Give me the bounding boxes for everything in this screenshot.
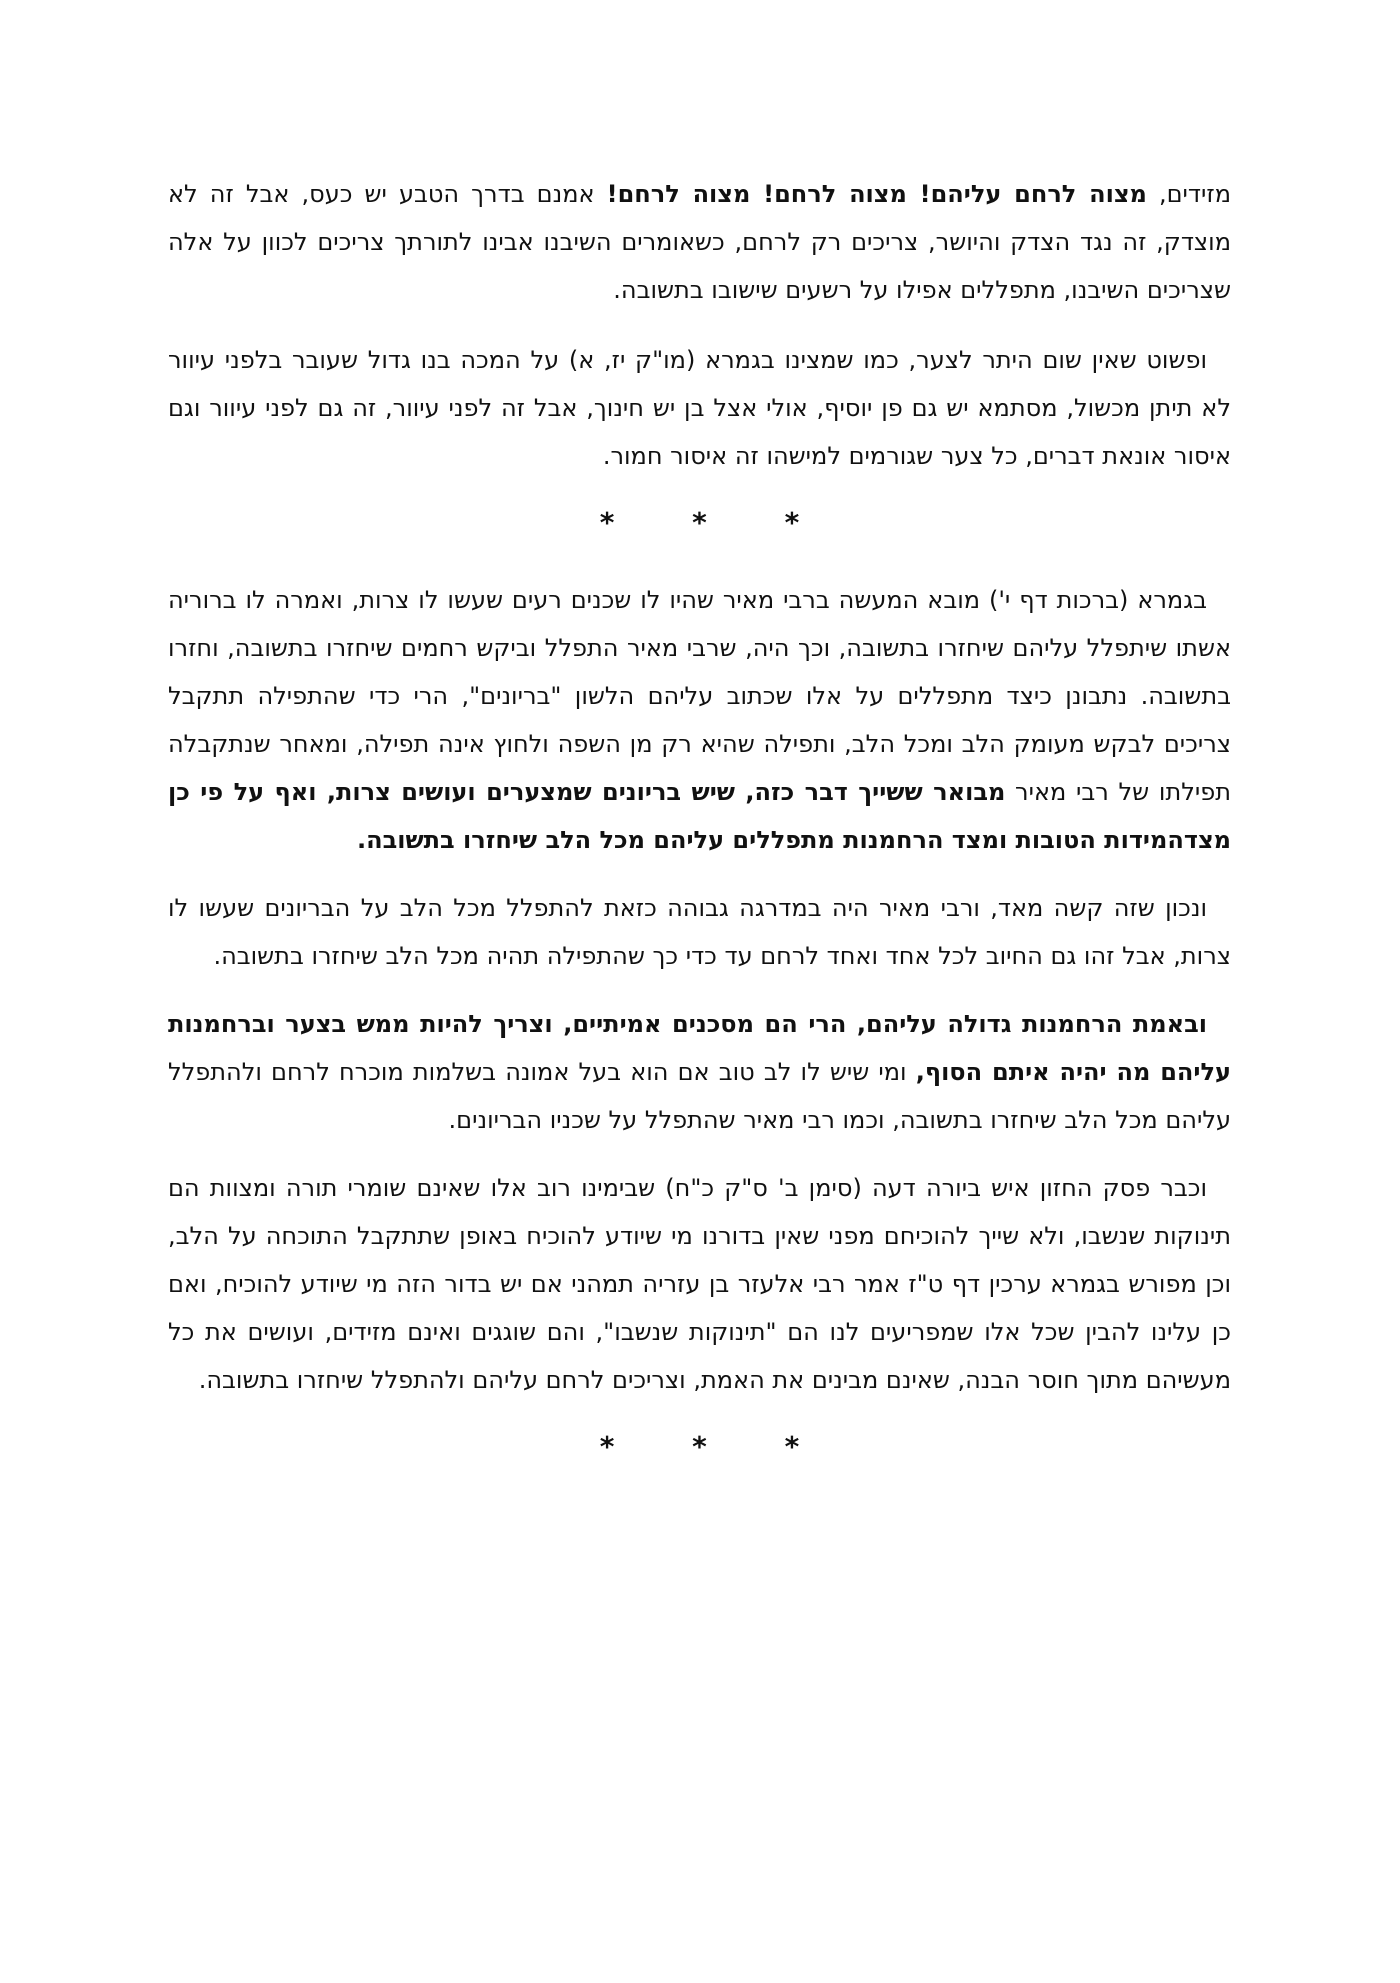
text-run: ומי שיש לו לב טוב אם הוא בעל אמונה בשלמות מוכרח לרחם ולהתפלל עליהם מכל הלב שיחזרו בתשובה, וכמו רבי מאיר שהתפלל על שכניו הבריונים. — [168, 1058, 1231, 1134]
text-run: ופשוט שאין שום היתר לצער, כמו שמצינו בגמרא (מו"ק יז, א) על המכה בנו גדול שעובר בלפני עיוור לא תיתן מכשול, מסתמא יש גם פן יוסיף, אולי אצל בן יש חינוך, אבל זה לפני עיוור, זה גם לפני עיוור וגם איסור אונאת דברים, כל צער שגורמים למישהו זה איסור חמור. — [168, 346, 1231, 470]
bold-text: מצוה לרחם עליהם! מצוה לרחם! מצוה לרחם! — [606, 180, 1147, 208]
text-run: בגמרא (ברכות דף י') מובא המעשה ברבי מאיר שהיו לו שכנים רעים שעשו לו צרות, ואמרה לו ברוריה אשתו שיתפלל עליהם שיחזרו בתשובה, וכך היה, שרבי מאיר התפלל וביקש רחמים שיחזרו בתשובה, וחזרו בתשובה. נתבונן כיצד מתפללים על אלו שכתוב עליהם הלשון "בריונים", הרי כדי שהתפילה תתקבל צריכים לבקש מעומק הלב ומכל הלב, ותפילה שהיא רק מן השפה ולחוץ אינה תפילה, ומאחר שנתקבלה תפילתו של רבי מאיר — [168, 586, 1231, 806]
paragraph — [168, 576, 1231, 864]
text-run: ונכון שזה קשה מאד, ורבי מאיר היה במדרגה גבוהה כזאת להתפלל מכל הלב על הבריונים שעשו לו צרות, אבל זהו גם החיוב לכל אחד ואחד לרחם עד כדי כך שהתפילה תהיה מכל הלב שיחזרו בתשובה. — [168, 894, 1231, 970]
document-page — [168, 170, 1231, 1500]
paragraph — [168, 1000, 1231, 1144]
section-separator: * * * — [599, 1430, 834, 1463]
text-run: וכבר פסק החזון איש ביורה דעה (סימן ב' ס"ק כ"ח) שבימינו רוב אלו שאינם שומרי תורה ומצוות הם תינוקות שנשבו, ולא שייך להוכיחם מפני שאין בדורנו מי שיודע להוכיח באופן שתתקבל התוכחה על הלב, וכן מפורש בגמרא ערכין דף ט"ז אמר רבי אלעזר בן עזריה תמהני אם יש בדור הזה מי שיודע להוכיח, ואם כן עלינו להבין שכל אלו שמפריעים לנו הם "תינוקות שנשבו", והם שוגגים ואינם מזידים, ועושים את כל מעשיהם מתוך חוסר הבנה, שאינם מבינים את האמת, וצריכים לרחם עליהם ולהתפלל שיחזרו בתשובה. — [168, 1174, 1231, 1394]
text-run: אמנם בדרך הטבע יש כעס, אבל זה לא מוצדק, זה נגד הצדק והיושר, צריכים רק לרחם, כשאומרים השיבנו אבינו לתורתך צריכים לכוון על אלה שצריכים השיבנו, מתפללים אפילו על רשעים שישובו בתשובה. — [168, 180, 1231, 304]
bold-text: ובאמת הרחמנות גדולה עליהם, הרי הם מסכנים אמיתיים, וצריך להיות ממש בצער וברחמנות עליהם מה יהיה איתם הסוף, — [168, 1010, 1231, 1086]
paragraph — [168, 1164, 1231, 1404]
bold-text: מבואר ששייך דבר כזה, שיש בריונים שמצערים ועושים צרות, ואף על פי כן מצדהמידות הטובות ומצד הרחמנות מתפללים עליהם מכל הלב שיחזרו בתשובה. — [168, 778, 1231, 854]
paragraph — [168, 884, 1231, 980]
section-separator: * * * — [599, 506, 834, 539]
paragraph — [168, 336, 1231, 480]
text-run: מזידים, — [1146, 180, 1231, 208]
paragraph — [168, 170, 1231, 314]
